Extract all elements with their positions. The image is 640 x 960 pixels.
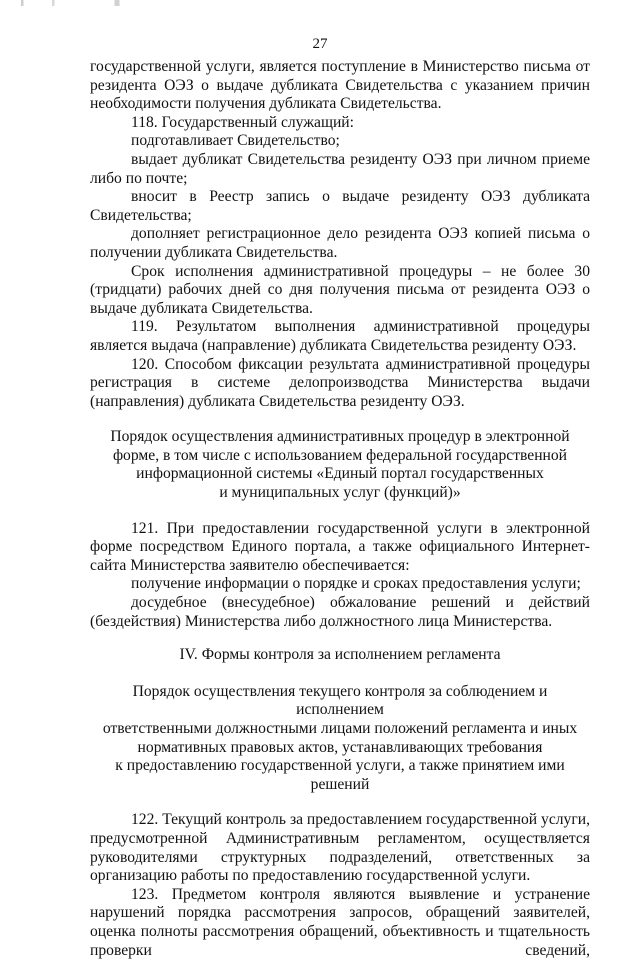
list-item-121-b: досудебное (внесудебное) обжалование решений и действий (бездействия) Министерства либо должностного лица Министерства. [90,594,590,630]
heading-line: информационной системы «Единый портал государственных [136,465,544,483]
heading-electronic-procedures [90,428,590,502]
document-body [90,58,590,960]
spacer [90,794,590,811]
section-iv-title: IV. Формы контроля за исполнением регламента [179,646,501,664]
paragraph-123: 123. Предметом контроля являются выявление и устранение нарушений порядка рассмотрения запросов, обращений заявителей, оценка полноты рассмотрения обращений, объективность и тщательность проверки сведений, [90,885,590,959]
heading-line: и муниципальных услуг (функций)» [219,484,461,502]
paragraph-120: 120. Способом фиксации результата административной процедуры регистрация в системе делопроизводства Министерства выдачи (направления) дубликата Свидетельства резиденту ОЭЗ. [90,355,590,410]
list-item-118-d: дополняет регистрационное дело резидента ОЭЗ копией письма о получении дубликата Свидетельства. [90,225,590,261]
paragraph-121: 121. При предоставлении государственной услуги в электронной форме посредством Единого портала, а также официального Интернет-сайта Министерства заявителю обеспечивается: [90,519,590,574]
heading-line: Порядок осуществления административных процедур в электронной [110,428,570,446]
list-item-118-b: выдает дубликат Свидетельства резиденту ОЭЗ при личном приеме либо по почте; [90,150,590,187]
heading-line: Порядок осуществления текущего контроля за соблюдением и исполнением [132,682,548,719]
paragraph-118-term: Срок исполнения административной процедуры – не более 30 (тридцати) рабочих дней со дня получения письма от резидента ОЭЗ о выдаче дубликата Свидетельства. [90,262,590,317]
heading-current-control [90,683,590,795]
paragraph-118-intro: 118. Государственный служащий: [131,113,354,131]
spacer [90,503,590,520]
heading-line: нормативных правовых актов, устанавливающих требования [137,738,543,756]
heading-line: ответственными должностными лицами положений регламента и иных [102,720,578,737]
list-item-118-a: подготавливает Свидетельство; [131,132,340,150]
heading-line: форме, в том числе с использованием федеральной государственной [112,446,568,464]
scan-artifact [0,0,260,6]
page-number: 27 [312,36,328,52]
paragraph-119: 119. Результатом выполнения административной процедуры является выдача (направление) дубликата Свидетельства резиденту ОЭЗ. [90,318,590,354]
paragraph-continuation: государственной услуги, является поступление в Министерство письма от резидента ОЭЗ о выдаче дубликата Свидетельства с указанием причин необходимости получения дубликата Свидетельства. [90,58,590,113]
heading-line: к предоставлению государственной услуги, а также принятием ими решений [115,757,565,793]
list-item-121-a: получение информации о порядке и сроках предоставления услуги; [131,575,581,593]
list-item-118-c: вносит в Реестр запись о выдаче резиденту ОЭЗ дубликата Свидетельства; [90,188,590,224]
spacer [90,411,590,428]
paragraph-122: 122. Текущий контроль за предоставлением государственной услуги, предусмотренной Административным регламентом, осуществляется руководителями структурных подразделений, ответственных за организацию работы по предоставлению государственной услуги. [90,811,590,885]
